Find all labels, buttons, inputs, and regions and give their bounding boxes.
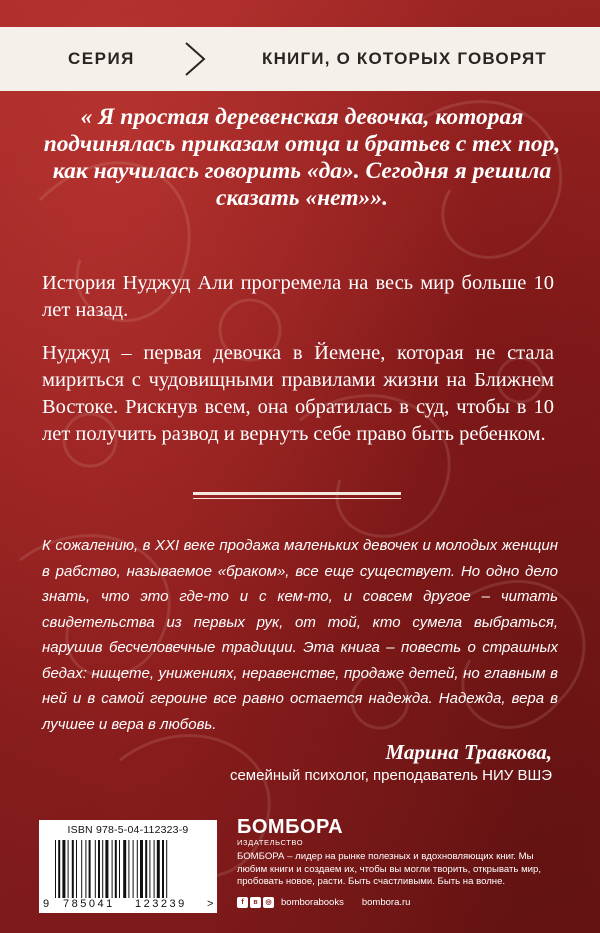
quote-text: Я простая деревенская девочка, которая подчинялась приказам отца и братьев с тех пор, как научилась говорить «да». Сегодня я решила сказать «нет» (43, 104, 561, 211)
series-name: КНИГИ, О КОТОРЫХ ГОВОРЯТ (262, 49, 547, 68)
cover-quote (42, 104, 562, 212)
isbn-label: ISBN 978-5-04-112323-9 (67, 824, 189, 836)
annotation-paragraph-2: Нуджуд – первая девочка в Йемене, которая не стала мириться с чудовищными правилами жизни на Ближнем Востоке. Рискнув всем, она обратилась в суд, чтобы в 10 лет получить развод и вернуть себе право быть ребенком. (42, 342, 554, 445)
review-author-title: семейный психолог, преподаватель НИУ ВШЭ (229, 767, 552, 784)
quote-open-mark: « (80, 104, 93, 130)
publisher-description: БОМБОРА – лидер на рынке полезных и вдохновляющих книг. Мы любим книги и создаем их, чтобы вы могли творить, открывать мир, пробовать новое, расти. Быть счастливыми. Быть на волне. (237, 851, 542, 887)
barcode-bars (53, 840, 203, 898)
publisher-logo (237, 817, 343, 847)
publisher-social-handle: bomborabooks (281, 897, 344, 908)
annotation-paragraph-1: История Нуджуд Али прогремела на весь мир больше 10 лет назад. (42, 272, 554, 321)
publisher-social-links (237, 897, 410, 908)
publisher-website: bombora.ru (361, 897, 411, 908)
barcode-group-1: 785041 (63, 898, 115, 910)
series-label: СЕРИЯ (68, 49, 135, 68)
publisher-logo-subtitle: ИЗДАТЕЛЬСТВО (237, 838, 304, 847)
vk-icon: в (250, 897, 261, 908)
instagram-icon: ◎ (263, 897, 274, 908)
publisher-logo-text: БОМБОРА (237, 816, 344, 838)
series-bar (0, 27, 600, 91)
review-author: Марина Травкова, (385, 740, 552, 764)
review-text: К сожалению, в XXI веке продажа маленьких девочек и молодых женщин в рабство, называемое «браком», все еще существует. Но одно дело знать, что это где-то и с кем-то, и совсем другое – читать свидетельства из первых рук, от той, кто сумела выбраться, нарушив бесчеловечные традиции. Эта книга – повесть о страшных бедах: нищете, унижениях, неравенстве, продаже детей, но главным в ней и в самой героине все равно остается надежда. Надежда, вера в лучшее и вера в любовь. (42, 537, 558, 733)
double-line-divider (193, 492, 401, 501)
quote-close-mark: ». (370, 185, 388, 211)
barcode-first-digit: 9 (43, 898, 50, 910)
barcode-group-2: 123239 (135, 898, 187, 910)
facebook-icon: f (237, 897, 248, 908)
barcode-end-mark: > (207, 898, 214, 910)
barcode (39, 820, 217, 913)
chevron-right-icon (180, 41, 210, 77)
